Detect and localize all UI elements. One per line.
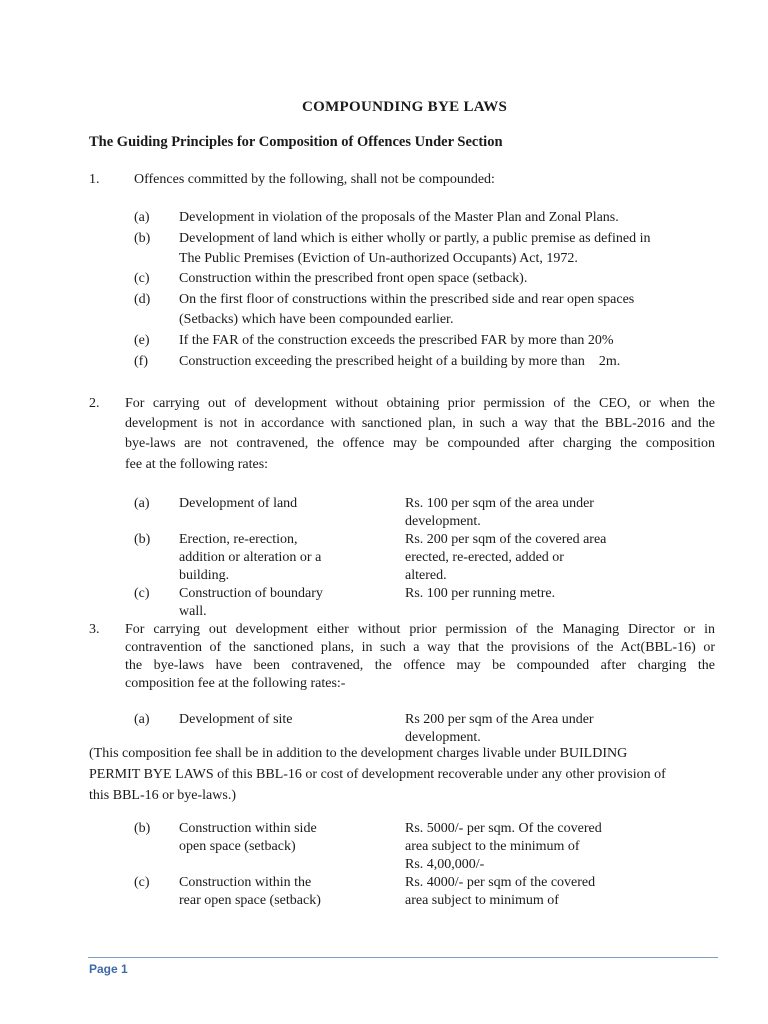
list-item-text: Construction exceeding the prescribed height of a building by more than 2m. (179, 354, 621, 369)
list-item-label: (f) (134, 354, 148, 369)
footer-divider (88, 957, 718, 958)
section-2-line: development is not in accordance with sanctioned plan, in such a way that the BBL-2016 and the (125, 416, 715, 431)
table-cell-desc: wall. (179, 604, 207, 619)
table-cell-desc: Construction within side (179, 821, 317, 836)
table-cell-desc: Construction of boundary (179, 586, 323, 601)
table-cell-rate: Rs. 100 per running metre. (405, 586, 556, 601)
list-item-text: Construction within the prescribed front open space (setback). (179, 271, 528, 286)
composition-note-line: this BBL-16 or bye-laws.) (89, 788, 236, 803)
composition-note-line: (This composition fee shall be in addition to the development charges livable under BUILDING (89, 746, 628, 761)
table-cell-desc: Erection, re-erection, (179, 532, 298, 547)
section-2-line: For carrying out of development without obtaining prior permission of the CEO, or when the (125, 396, 715, 411)
table-cell-rate: development. (405, 514, 481, 529)
table-cell-desc: Development of land (179, 496, 298, 511)
table-cell-rate: area subject to the minimum of (405, 839, 580, 854)
document-subtitle: The Guiding Principles for Composition of Offences Under Section (89, 134, 503, 150)
section-1-number: 1. (89, 172, 100, 187)
table-cell-desc: Construction within the (179, 875, 312, 890)
list-item-label: (d) (134, 292, 151, 307)
table-cell-rate: development. (405, 730, 481, 745)
table-cell-desc: addition or alteration or a (179, 550, 322, 565)
section-3-number: 3. (89, 622, 100, 637)
section-3-line: the bye-laws have been contravened, the offence may be compounded after charging the (125, 658, 715, 673)
list-item-label: (c) (134, 271, 150, 286)
table-cell-rate: Rs. 4,00,000/- (405, 857, 485, 872)
table-cell-desc: open space (setback) (179, 839, 296, 854)
page-number: Page 1 (89, 962, 128, 976)
table-cell-rate: Rs. 100 per sqm of the area under (405, 496, 594, 511)
list-item-text: On the first floor of constructions within the prescribed side and rear open spaces (179, 292, 635, 307)
table-row-label: (a) (134, 496, 150, 511)
list-item-label: (a) (134, 210, 150, 225)
list-item-label: (e) (134, 333, 150, 348)
list-item-text: Development of land which is either wholly or partly, a public premise as defined in (179, 231, 651, 246)
section-2-line: fee at the following rates: (125, 457, 269, 472)
table-cell-desc: Development of site (179, 712, 293, 727)
table-row-label: (b) (134, 821, 151, 836)
list-item-label: (b) (134, 231, 151, 246)
table-cell-rate: Rs 200 per sqm of the Area under (405, 712, 594, 727)
table-row-label: (a) (134, 712, 150, 727)
table-row-label: (b) (134, 532, 151, 547)
section-1-intro: Offences committed by the following, shall not be compounded: (134, 172, 495, 187)
document-title: COMPOUNDING BYE LAWS (302, 99, 508, 115)
table-row-label: (c) (134, 875, 150, 890)
section-3-line: contravention of the sanctioned plans, in such a way that the provisions of the Act(BBL-16) or (125, 640, 715, 655)
section-3-line: For carrying out development either without prior permission of the Managing Director or in (125, 622, 715, 637)
list-item-text: (Setbacks) which have been compounded earlier. (179, 312, 454, 327)
table-cell-rate: erected, re-erected, added or (405, 550, 564, 565)
list-item-text: The Public Premises (Eviction of Un-authorized Occupants) Act, 1972. (179, 251, 578, 266)
table-cell-rate: area subject to minimum of (405, 893, 559, 908)
section-2-line: bye-laws are not contravened, the offence may be compounded after charging the composition (125, 436, 715, 451)
table-cell-desc: rear open space (setback) (179, 893, 321, 908)
section-3-line: composition fee at the following rates:- (125, 676, 346, 691)
table-row-label: (c) (134, 586, 150, 601)
table-cell-rate: Rs. 5000/- per sqm. Of the covered (405, 821, 602, 836)
table-cell-rate: Rs. 200 per sqm of the covered area (405, 532, 607, 547)
composition-note-line: PERMIT BYE LAWS of this BBL-16 or cost of development recoverable under any other provision of (89, 767, 666, 782)
list-item-text: If the FAR of the construction exceeds the prescribed FAR by more than 20% (179, 333, 614, 348)
table-cell-rate: Rs. 4000/- per sqm of the covered (405, 875, 596, 890)
list-item-text: Development in violation of the proposals of the Master Plan and Zonal Plans. (179, 210, 619, 225)
table-cell-desc: building. (179, 568, 230, 583)
table-cell-rate: altered. (405, 568, 447, 583)
section-2-number: 2. (89, 396, 100, 411)
